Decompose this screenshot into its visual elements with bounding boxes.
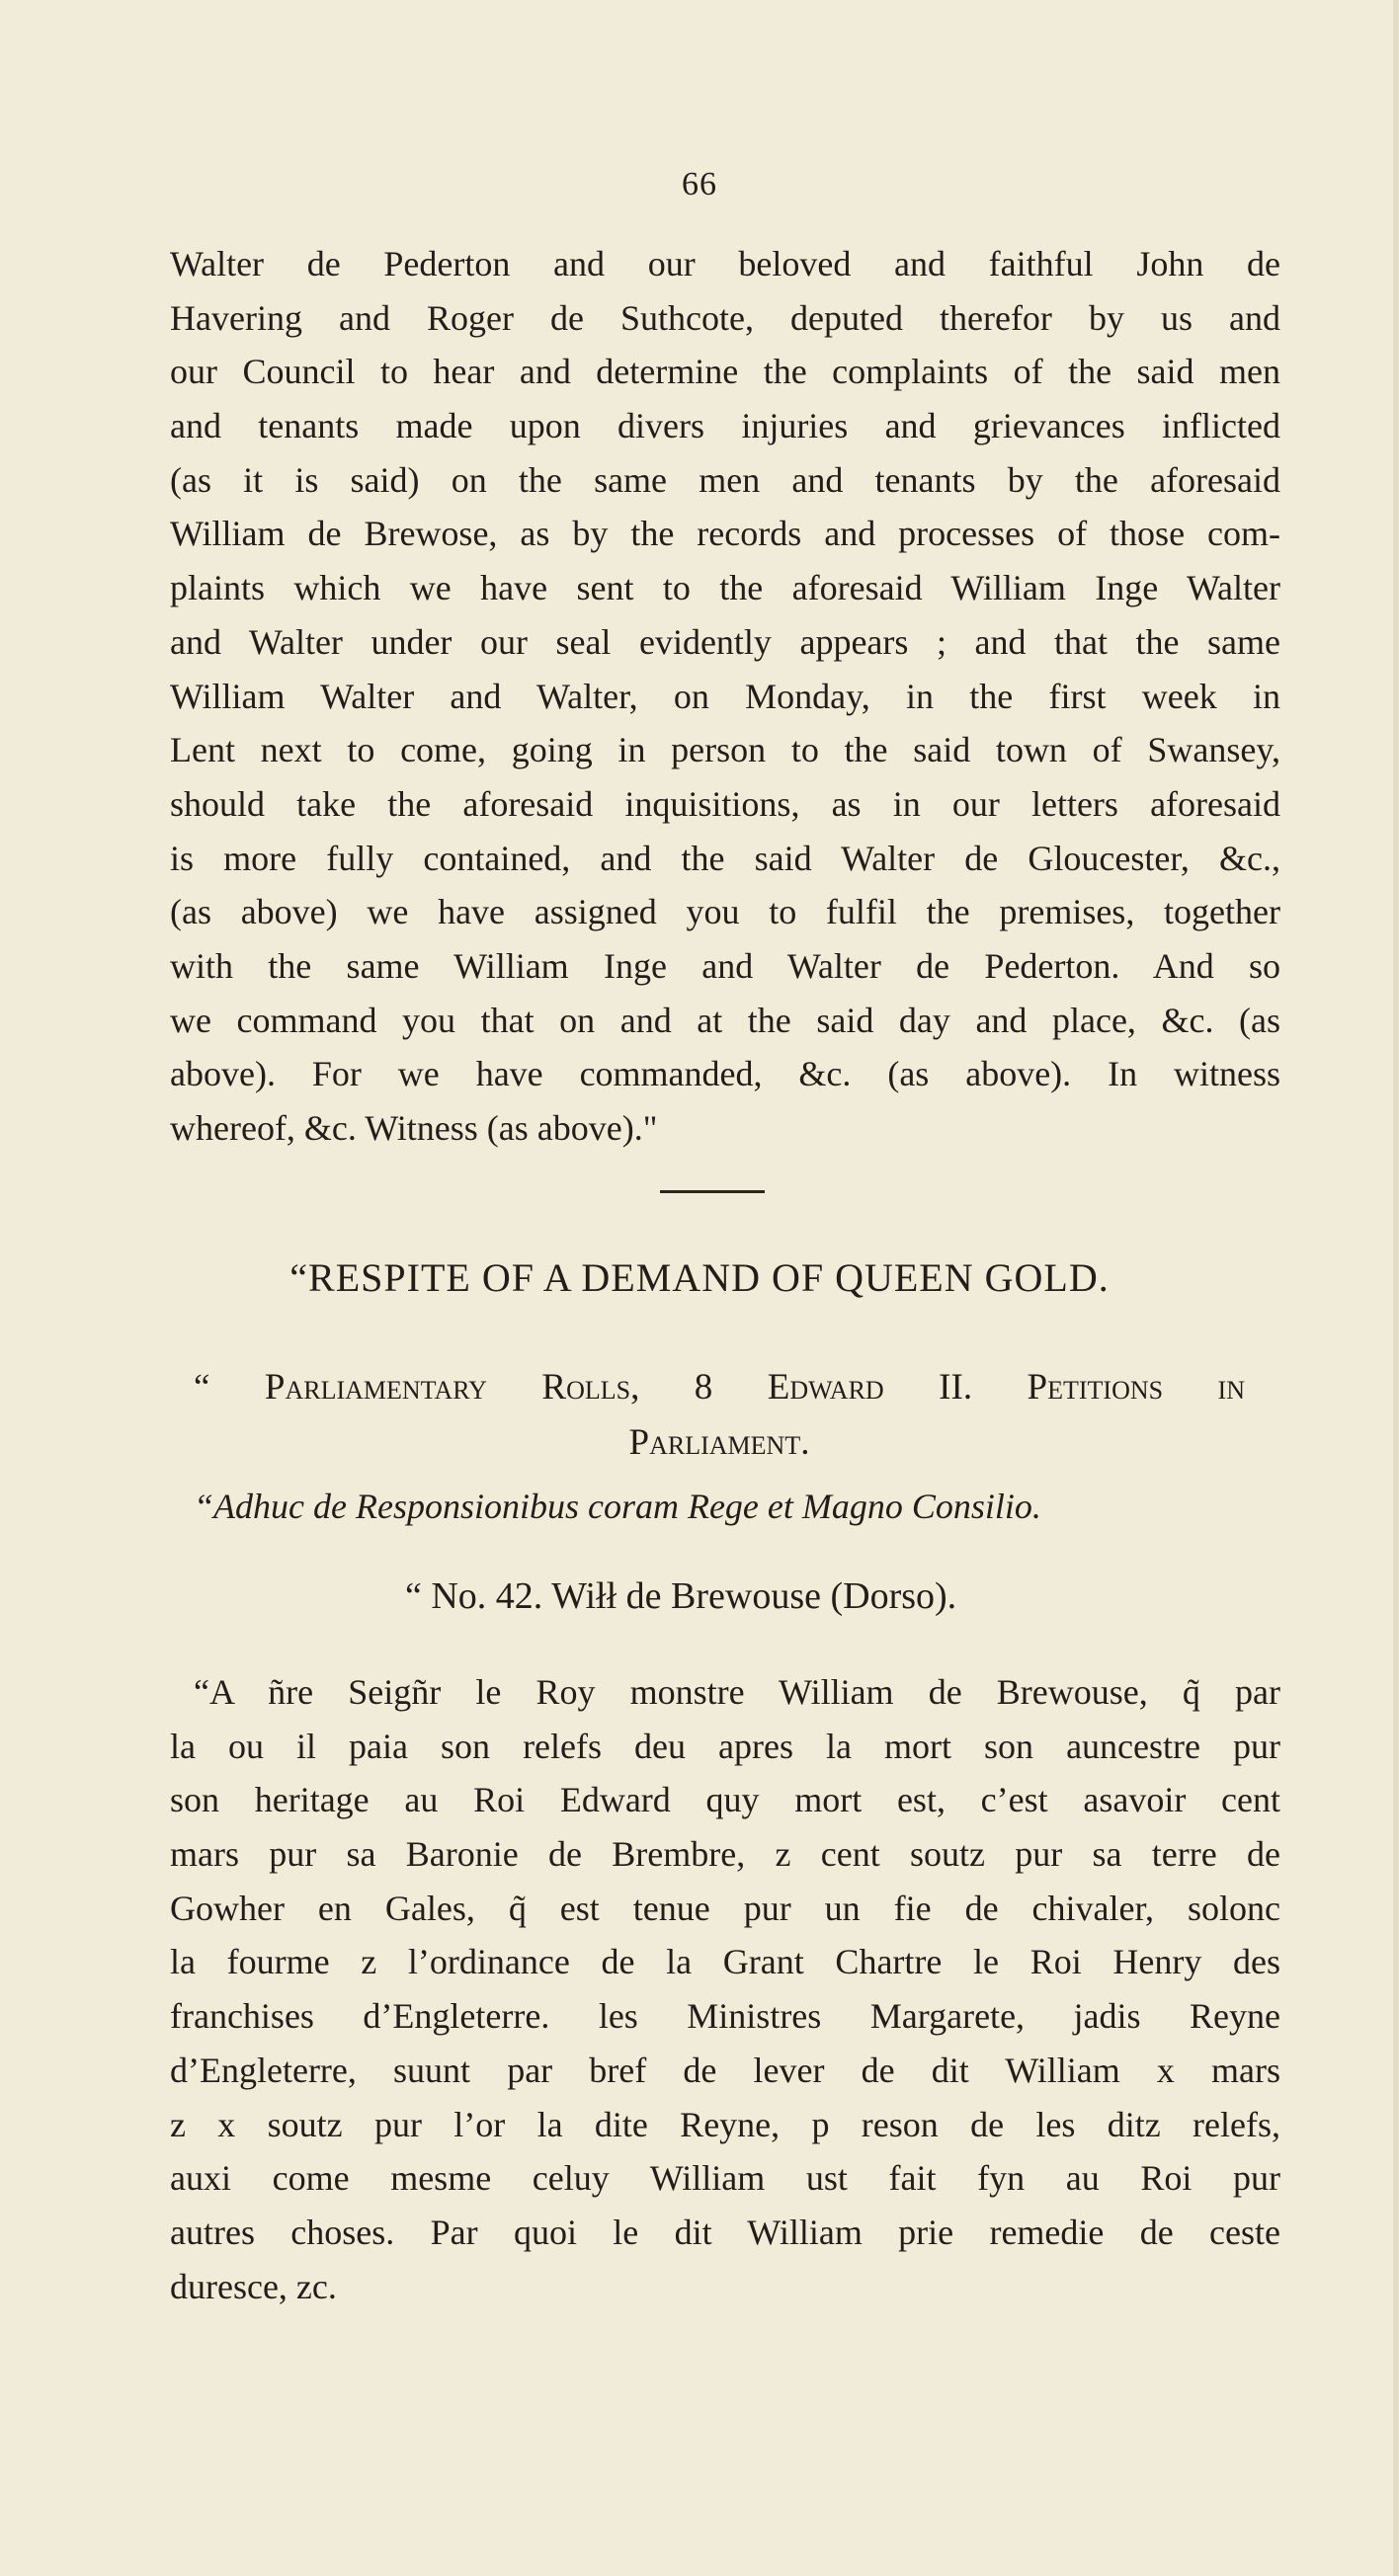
page-number: 66 bbox=[682, 166, 717, 202]
paper-edge bbox=[1393, 0, 1399, 2576]
text-line: autres choses. Par quoi le dit William prie remedie de ceste bbox=[170, 2212, 1280, 2252]
text-line: should take the aforesaid inquisitions, as in our letters aforesaid bbox=[170, 783, 1280, 824]
text-line: (as above) we have assigned you to fulfil the premises, together bbox=[170, 892, 1280, 932]
subheading-line: “ Parliamentary Rolls, 8 Edward II. Petitions in bbox=[194, 1367, 1245, 1408]
text-line: (as it is said) on the same men and tenants by the aforesaid bbox=[170, 459, 1280, 500]
text-line: is more fully contained, and the said Walter de Gloucester, &c., bbox=[170, 838, 1280, 878]
text-line: d’Engleterre, suunt par bref de lever de dit William x mars bbox=[170, 2050, 1280, 2090]
text-line: son heritage au Roi Edward quy mort est, c’est asavoir cent bbox=[170, 1780, 1280, 1820]
text-line: our Council to hear and determine the complaints of the said men bbox=[170, 352, 1280, 392]
text-line: franchises d’Engleterre. les Ministres Margarete, jadis Reyne bbox=[170, 1996, 1280, 2037]
text-line: mars pur sa Baronie de Brembre, z cent soutz pur sa terre de bbox=[170, 1834, 1280, 1875]
text-line: we command you that on and at the said day and place, &c. (as bbox=[170, 1000, 1280, 1040]
petition-paragraph bbox=[170, 1665, 1280, 2313]
text-line: with the same William Inge and Walter de Pederton. And so bbox=[170, 945, 1280, 986]
text-line: auxi come mesme celuy William ust fait fyn au Roi pur bbox=[170, 2158, 1280, 2199]
text-line: Havering and Roger de Suthcote, deputed therefor by us and bbox=[170, 297, 1280, 338]
section-heading: “RESPITE OF A DEMAND OF QUEEN GOLD. bbox=[289, 1255, 1110, 1300]
text-line: William de Brewose, as by the records and processes of those com- bbox=[170, 514, 1280, 554]
text-line: “A ñre Seigñr le Roy monstre William de Brewouse, q̃ par bbox=[194, 1672, 1280, 1712]
text-line: la fourme z l’ordinance de la Grant Chartre le Roi Henry des bbox=[170, 1942, 1280, 1982]
text-line: la ou il paia son relefs deu apres la mort son auncestre pur bbox=[170, 1726, 1280, 1766]
section-divider bbox=[660, 1190, 765, 1193]
text-line: Lent next to come, going in person to the said town of Swansey, bbox=[170, 730, 1280, 770]
section-subheading bbox=[194, 1360, 1245, 1471]
text-line: above). For we have commanded, &c. (as above). In witness bbox=[170, 1054, 1280, 1094]
text-line: whereof, &c. Witness (as above)." bbox=[170, 1108, 658, 1148]
subheading-line: Parliament. bbox=[628, 1422, 810, 1463]
entry-number: “ No. 42. Wiłł de Brewouse (Dorso). bbox=[405, 1575, 957, 1617]
body-paragraph bbox=[170, 237, 1280, 1156]
text-line: and tenants made upon divers injuries and grievances inflicted bbox=[170, 406, 1280, 446]
text-line: and Walter under our seal evidently appears ; and that the same bbox=[170, 621, 1280, 662]
text-line: William Walter and Walter, on Monday, in the first week in bbox=[170, 676, 1280, 716]
text-line: duresce, zc. bbox=[170, 2266, 337, 2306]
text-line: Gowher en Gales, q̃ est tenue pur un fie de chivaler, solonc bbox=[170, 1888, 1280, 1928]
text-line: z x soutz pur l’or la dite Reyne, p reson de les ditz relefs, bbox=[170, 2104, 1280, 2144]
latin-title: “Adhuc de Responsionibus coram Rege et Magno Consilio. bbox=[194, 1487, 1041, 1526]
text-line: Walter de Pederton and our beloved and faithful John de bbox=[170, 244, 1280, 283]
text-line: plaints which we have sent to the aforesaid William Inge Walter bbox=[170, 568, 1280, 608]
